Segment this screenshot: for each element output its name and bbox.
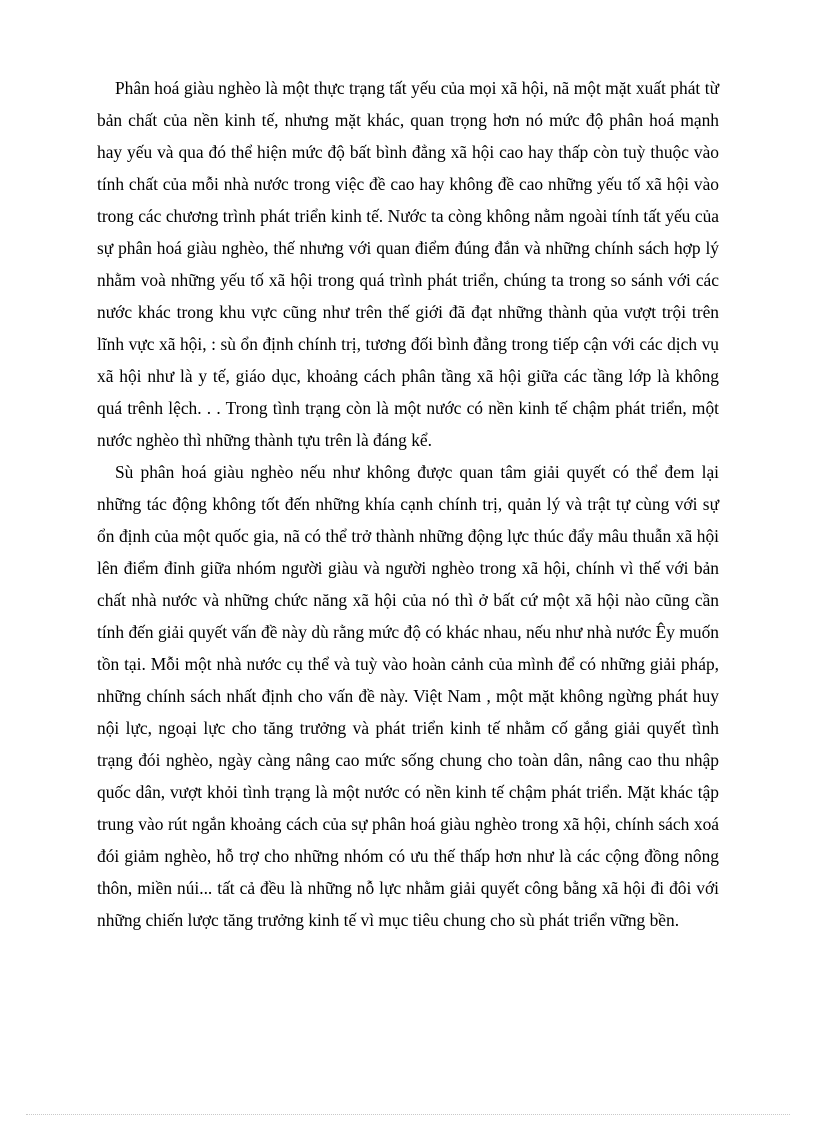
- page-bottom-divider: [26, 1114, 790, 1115]
- paragraph-2: Sù phân hoá giàu nghèo nếu như không được quan tâm giải quyết có thể đem lại những tác động không tốt đến những khía cạnh chính trị, quản lý và trật tự cùng với sự ổn định của một quốc gia, nã có thể trở thành những động lực thúc đẩy mâu thuẫn xã hội lên điểm đỉnh giữa nhóm người giàu và người nghèo trong xã hội, chính vì thế với bản chất nhà nước và những chức năng xã hội của nó thì ở bất cứ một xã hội nào cũng cần tính đến giải quyết vấn đề này dù rằng mức độ có khác nhau, nếu như nhà nước Êy muốn tồn tại. Mỗi một nhà nước cụ thể và tuỳ vào hoàn cảnh của mình để có những giải pháp, những chính sách nhất định cho vấn đề này. Việt Nam , một mặt không ngừng phát huy nội lực, ngoại lực cho tăng trưởng và phát triển kinh tế nhằm cố gắng giải quyết tình trạng đói nghèo, ngày càng nâng cao mức sống chung cho toàn dân, nâng cao thu nhập quốc dân, vượt khỏi tình trạng là một nước có nền kinh tế chậm phát triển. Mặt khác tập trung vào rút ngắn khoảng cách của sự phân hoá giàu nghèo trong xã hội, chính sách xoá đói giảm nghèo, hỗ trợ cho những nhóm có ưu thế thấp hơn như là các cộng đồng nông thôn, miền núi... tất cả đều là những nỗ lực nhằm giải quyết công bằng xã hội đi đôi với những chiến lược tăng trưởng kinh tế vì mục tiêu chung cho sù phát triển vững bền.: [97, 462, 719, 930]
- paragraph-1: Phân hoá giàu nghèo là một thực trạng tất yếu của mọi xã hội, nã một mặt xuất phát từ bản chất của nền kinh tế, nhưng mặt khác, quan trọng hơn nó mức độ phân hoá mạnh hay yếu và qua đó thể hiện mức độ bất bình đẳng xã hội cao hay thấp còn tuỳ thuộc vào tính chất của mỗi nhà nước trong việc đề cao hay không đề cao những yếu tố xã hội vào trong các chương trình phát triển kinh tế. Nước ta còng không nằm ngoài tính tất yếu của sự phân hoá giàu nghèo, thế nhưng với quan điểm đúng đắn và những chính sách hợp lý nhằm voà những yếu tố xã hội trong quá trình phát triển, chúng ta trong so sánh với các nước khác trong khu vực cũng như trên thế giới đã đạt những thành qủa vượt trội trên lĩnh vực xã hội, : sù ổn định chính trị, tương đối bình đẳng trong tiếp cận với các dịch vụ xã hội như là y tế, giáo dục, khoảng cách phân tầng xã hội giữa các tầng lớp là không quá trênh lệch. . . Trong tình trạng còn là một nước có nền kinh tế chậm phát triển, một nước nghèo thì những thành tựu trên là đáng kể.: [97, 78, 719, 450]
- body-text: [97, 72, 719, 936]
